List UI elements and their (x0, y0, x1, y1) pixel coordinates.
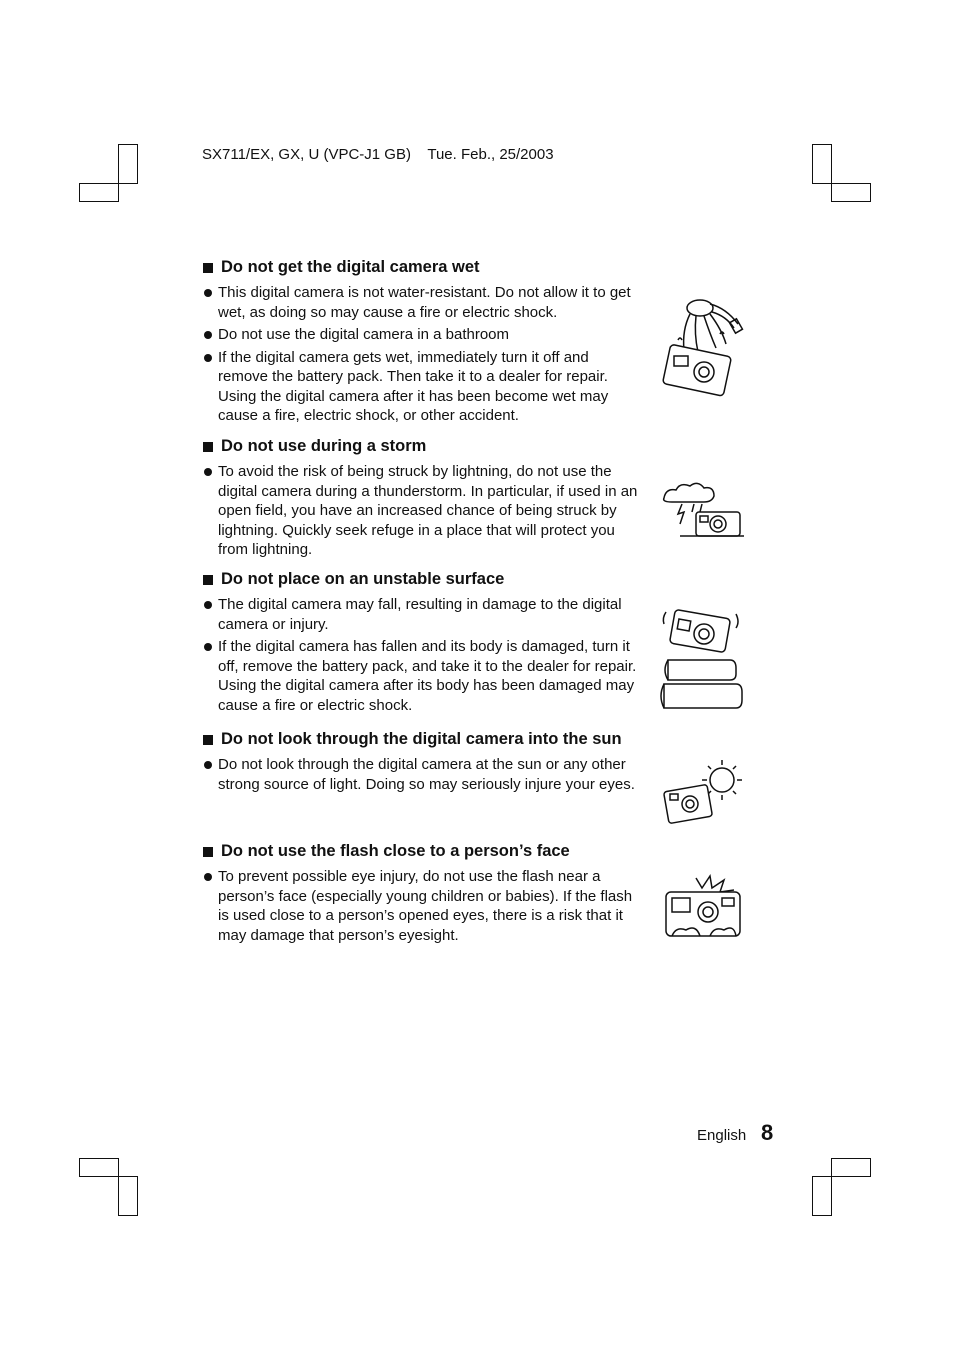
list-item: If the digital camera has fallen and its body is damaged, turn it off, remove the battery pack, and take it to the dealer for repair. Using the digital camera after its body has been damaged may cause a fire or electric shock. (203, 637, 638, 715)
crop-mark-top-left-horizontal (79, 183, 119, 202)
bullet-list (203, 867, 663, 945)
camera-flash-face-icon (660, 872, 746, 942)
crop-mark-bottom-right-horizontal (831, 1158, 871, 1177)
section-flash (203, 842, 663, 948)
bullet-list (203, 462, 663, 560)
crop-mark-top-right-horizontal (831, 183, 871, 202)
section-wet (203, 258, 663, 429)
page-number: 8 (761, 1120, 774, 1145)
bullet-list (203, 755, 663, 794)
square-bullet-icon (203, 575, 213, 585)
list-item: To avoid the risk of being struck by lightning, do not use the digital camera during a thunderstorm. In particular, if used in an open field, you have an increased chance of being struck by lightning. Quickly seek refuge in a place that will protect you from lightning. (203, 462, 638, 560)
footer-language: English (697, 1127, 747, 1144)
list-item: If the digital camera gets wet, immediately turn it off and remove the battery pack. Then take it to a dealer for repair. Using the digital camera after it has been become wet may cause a fire, electric shock, or other accident. (203, 348, 638, 426)
section-unstable (203, 570, 663, 718)
list-item: Do not look through the digital camera at the sun or any other strong source of light. Doing so may seriously injure your eyes. (203, 755, 638, 794)
bullet-list (203, 283, 663, 426)
crop-mark-top-left-vertical (118, 144, 138, 184)
list-item: This digital camera is not water-resistant. Do not allow it to get wet, as doing so may cause a fire or electric shock. (203, 283, 638, 322)
crop-mark-bottom-left-vertical (118, 1176, 138, 1216)
square-bullet-icon (203, 442, 213, 452)
camera-lightning-icon (660, 482, 746, 540)
list-item: To prevent possible eye injury, do not use the flash near a person’s face (especially young children or babies). If the flash is used close to a person’s opened eyes, there is a risk that it may damage that person’s eyesight. (203, 867, 638, 945)
square-bullet-icon (203, 847, 213, 857)
crop-mark-bottom-right-vertical (812, 1176, 832, 1216)
bullet-list (203, 595, 663, 715)
section-sun (203, 730, 663, 797)
square-bullet-icon (203, 263, 213, 273)
list-item: The digital camera may fall, resulting in damage to the digital camera or injury. (203, 595, 638, 634)
section-title: Do not get the digital camera wet (203, 258, 663, 277)
section-storm (203, 437, 663, 563)
section-title: Do not look through the digital camera into the sun (203, 730, 663, 749)
document-header: SX711/EX, GX, U (VPC-J1 GB) Tue. Feb., 25/2003 (202, 146, 554, 163)
square-bullet-icon (203, 735, 213, 745)
section-title: Do not use the flash close to a person’s face (203, 842, 663, 861)
camera-sun-icon (660, 758, 746, 828)
section-title: Do not use during a storm (203, 437, 663, 456)
crop-mark-bottom-left-horizontal (79, 1158, 119, 1177)
crop-mark-top-right-vertical (812, 144, 832, 184)
camera-on-books-icon (660, 604, 746, 712)
section-title: Do not place on an unstable surface (203, 570, 663, 589)
camera-shower-icon (660, 290, 746, 402)
list-item: Do not use the digital camera in a bathroom (203, 325, 638, 345)
